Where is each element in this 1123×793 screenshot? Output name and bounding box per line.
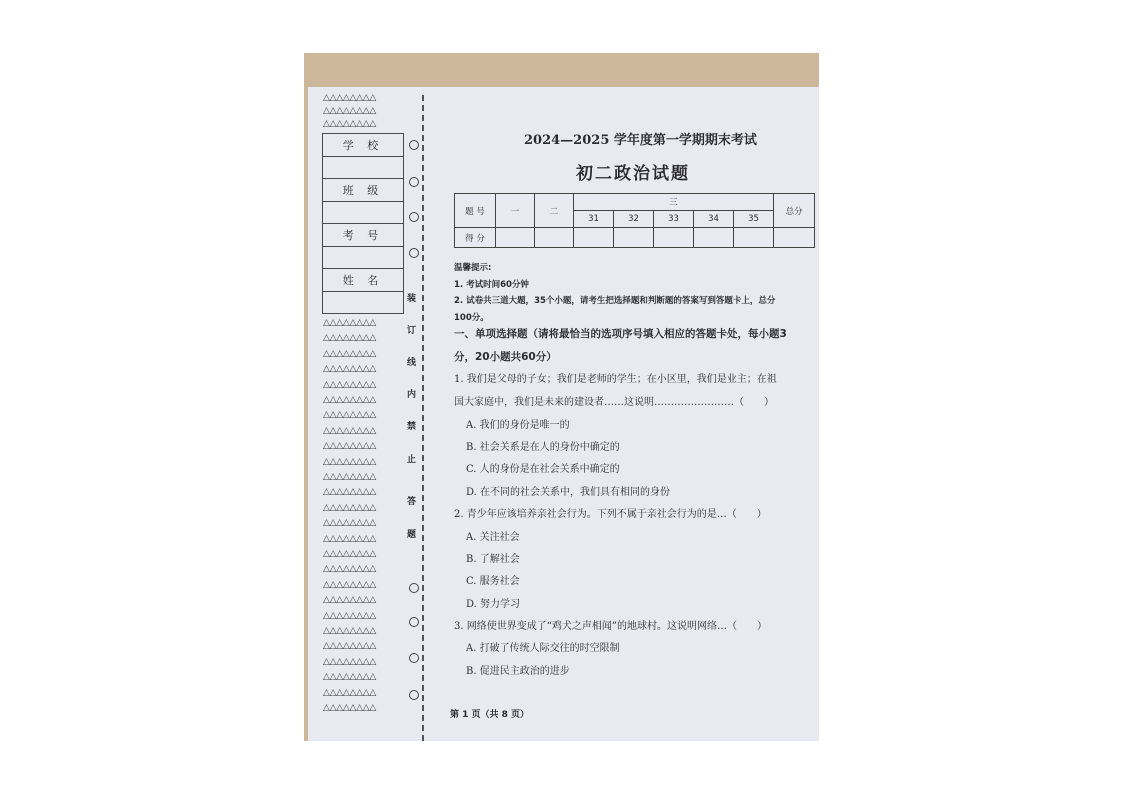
triangle-row: △△△△△△△△ bbox=[323, 502, 376, 513]
triangle-row: △△△△△△△△ bbox=[323, 579, 376, 590]
option: A. 我们的身份是唯一的 bbox=[466, 420, 570, 431]
row-label-score: 得 分 bbox=[455, 228, 496, 248]
triangle-row: △△△△△△△△ bbox=[323, 441, 376, 452]
binding-warning-char: 题 bbox=[407, 530, 417, 540]
option: D. 努力学习 bbox=[466, 599, 521, 610]
score-cell[interactable] bbox=[535, 228, 574, 248]
col-one: 一 bbox=[496, 194, 535, 228]
exam-subtitle: 初二政治试题 bbox=[576, 164, 690, 184]
score-cell[interactable] bbox=[654, 228, 694, 248]
score-cell[interactable] bbox=[734, 228, 774, 248]
hint-item: 100分。 bbox=[454, 313, 489, 323]
school-label: 学 校 bbox=[342, 139, 384, 152]
option: C. 人的身份是在社会关系中确定的 bbox=[466, 464, 620, 475]
question-text: 3. 网络使世界变成了“鸡犬之声相闻”的地球村。这说明网络…（ ） bbox=[454, 621, 767, 632]
binding-warning-char: 订 bbox=[407, 326, 417, 336]
triangle-row: △△△△△△△△ bbox=[323, 518, 376, 529]
col-three: 三 bbox=[574, 194, 774, 211]
triangle-row: △△△△△△△△ bbox=[323, 703, 376, 713]
triangle-row: △△△△△△△△ bbox=[323, 549, 376, 559]
sub-col: 31 bbox=[574, 211, 614, 228]
triangle-row: △△△△△△△△ bbox=[323, 119, 376, 129]
score-cell[interactable] bbox=[694, 228, 734, 248]
binding-warning-char: 线 bbox=[407, 358, 417, 368]
triangle-row: △△△△△△△△ bbox=[323, 333, 376, 344]
student-info-table bbox=[322, 133, 404, 314]
binding-warning-char: 内 bbox=[407, 390, 417, 400]
score-cell[interactable] bbox=[496, 228, 535, 248]
option: C. 服务社会 bbox=[466, 576, 520, 587]
triangle-row: △△△△△△△△ bbox=[323, 348, 376, 359]
triangle-row: △△△△△△△△ bbox=[323, 472, 376, 482]
triangle-row: △△△△△△△△ bbox=[323, 379, 376, 390]
option: A. 关注社会 bbox=[466, 532, 520, 543]
row-label-question: 题 号 bbox=[455, 194, 496, 228]
triangle-row: △△△△△△△△ bbox=[323, 656, 376, 667]
col-two: 二 bbox=[535, 194, 574, 228]
triangle-row: △△△△△△△△ bbox=[323, 93, 376, 103]
exam-title: 2024—2025 学年度第一学期期末考试 bbox=[524, 133, 757, 148]
triangle-row: △△△△△△△△ bbox=[323, 687, 376, 698]
binding-circle bbox=[409, 248, 419, 258]
section-heading: 分，20小题共60分） bbox=[454, 351, 557, 363]
triangle-row: △△△△△△△△ bbox=[323, 626, 376, 636]
class-field[interactable] bbox=[323, 179, 403, 224]
sub-col: 35 bbox=[734, 211, 774, 228]
hint-item: 1. 考试时间60分钟 bbox=[454, 280, 529, 290]
sub-col: 34 bbox=[694, 211, 734, 228]
binding-circle bbox=[409, 212, 419, 222]
field-line bbox=[323, 246, 403, 247]
triangle-row: △△△△△△△△ bbox=[323, 595, 376, 606]
score-cell[interactable] bbox=[574, 228, 614, 248]
triangle-row: △△△△△△△△ bbox=[323, 364, 376, 375]
field-line bbox=[323, 156, 403, 157]
option: A. 打破了传统人际交往的时空限制 bbox=[466, 643, 620, 654]
triangle-row: △△△△△△△△ bbox=[323, 533, 376, 544]
binding-dashed-line bbox=[422, 95, 424, 741]
exam-number-field[interactable] bbox=[323, 224, 403, 269]
hint-item: 2. 试卷共三道大题，35个小题，请考生把选择题和判断题的答案写到答题卡上，总分 bbox=[454, 296, 776, 306]
option: D. 在不同的社会关系中，我们具有相同的身份 bbox=[466, 487, 671, 498]
binding-circle bbox=[409, 653, 419, 663]
binding-warning-char: 禁 bbox=[407, 422, 417, 432]
binding-circle bbox=[409, 617, 419, 627]
class-label: 班 级 bbox=[342, 184, 384, 197]
triangle-row: △△△△△△△△ bbox=[323, 318, 376, 328]
triangle-row: △△△△△△△△ bbox=[323, 487, 376, 498]
score-table bbox=[454, 193, 815, 248]
binding-circle bbox=[409, 177, 419, 187]
binding-circle bbox=[409, 140, 419, 150]
question-text: 1. 我们是父母的子女；我们是老师的学生；在小区里，我们是业主；在祖 bbox=[454, 374, 777, 385]
section-heading: 一、单项选择题（请将最恰当的选项序号填入相应的答题卡处，每小题3 bbox=[454, 328, 787, 340]
binding-warning-char: 装 bbox=[407, 294, 417, 304]
sub-col: 33 bbox=[654, 211, 694, 228]
triangle-row: △△△△△△△△ bbox=[323, 610, 376, 621]
triangle-row: △△△△△△△△ bbox=[323, 106, 376, 116]
triangle-row: △△△△△△△△ bbox=[323, 410, 376, 421]
triangle-row: △△△△△△△△ bbox=[323, 395, 376, 405]
name-field[interactable] bbox=[323, 269, 403, 313]
triangle-row: △△△△△△△△ bbox=[323, 672, 376, 683]
exam-number-label: 考 号 bbox=[342, 229, 384, 242]
field-line bbox=[323, 201, 403, 202]
exam-paper bbox=[308, 87, 819, 741]
question-text: 2. 青少年应该培养亲社会行为。下列不属于亲社会行为的是…（ ） bbox=[454, 509, 767, 520]
school-field[interactable] bbox=[323, 134, 403, 179]
binding-warning-char: 答 bbox=[407, 497, 417, 507]
field-line bbox=[323, 291, 403, 292]
sub-col: 32 bbox=[614, 211, 654, 228]
triangle-row: △△△△△△△△ bbox=[323, 564, 376, 575]
question-text: 国大家庭中，我们是未来的建设者……这说明……………………（ ） bbox=[454, 397, 774, 408]
triangle-row: △△△△△△△△ bbox=[323, 425, 376, 436]
name-label: 姓 名 bbox=[342, 274, 384, 287]
option: B. 促进民主政治的进步 bbox=[466, 666, 570, 677]
triangle-row: △△△△△△△△ bbox=[323, 456, 376, 467]
photo-background bbox=[304, 53, 819, 741]
option: B. 了解社会 bbox=[466, 554, 520, 565]
binding-warning-char: 止 bbox=[407, 455, 417, 465]
option: B. 社会关系是在人的身份中确定的 bbox=[466, 442, 620, 453]
triangle-row: △△△△△△△△ bbox=[323, 641, 376, 652]
page-footer: 第 1 页（共 8 页） bbox=[450, 710, 530, 720]
binding-circle bbox=[409, 583, 419, 593]
col-total: 总分 bbox=[774, 194, 815, 228]
binding-circle bbox=[409, 690, 419, 700]
binding-margin bbox=[308, 87, 420, 741]
hint-heading: 温馨提示: bbox=[454, 263, 492, 273]
score-cell[interactable] bbox=[774, 228, 815, 248]
score-cell[interactable] bbox=[614, 228, 654, 248]
